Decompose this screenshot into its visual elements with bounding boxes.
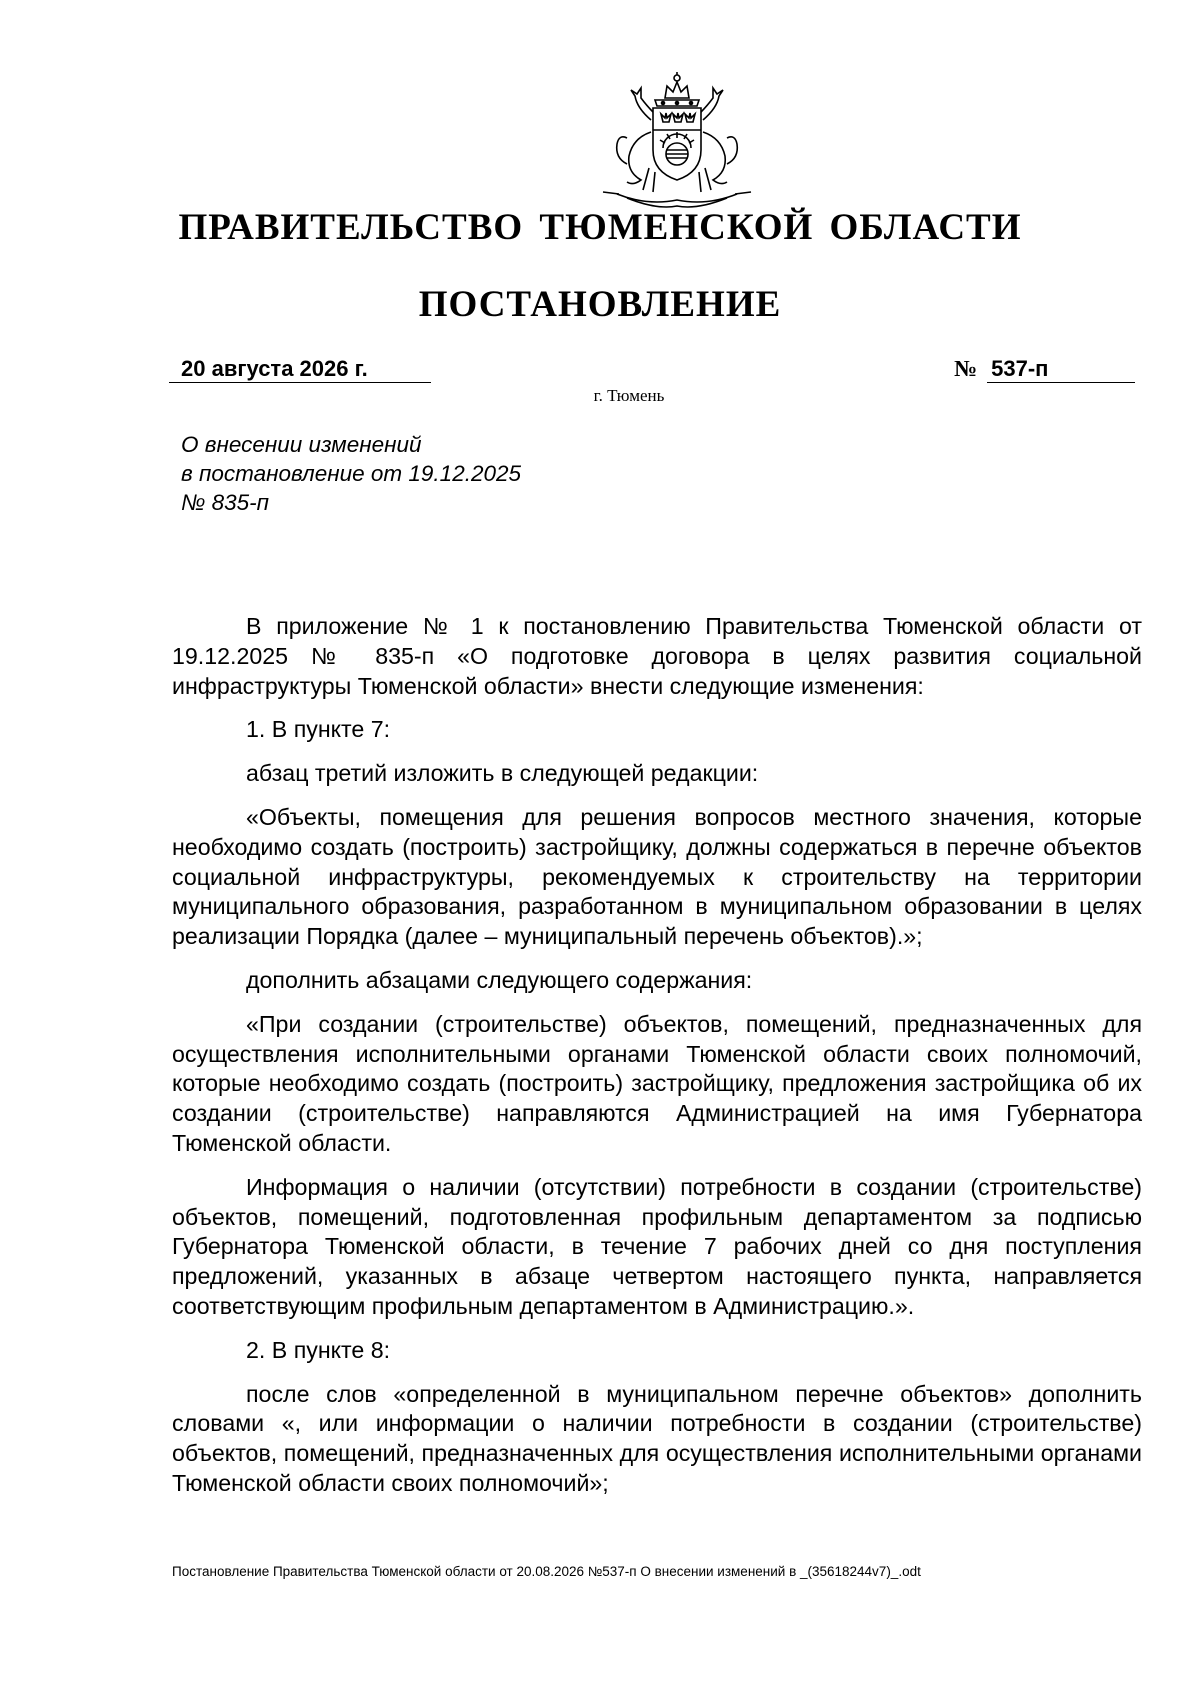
body-paragraph: В приложение № 1 к постановлению Правительства Тюменской области от 19.12.2025 № 835-п «О подготовке договора в целях развития социальной инфраструктуры Тюменской области» внести следующие изменения: [172,613,1142,699]
document-subject [181,430,521,517]
body-paragraph: 2. В пункте 8: [246,1336,391,1363]
body-paragraph: дополнить абзацами следующего содержания: [246,966,753,993]
subject-line: № 835-п [181,490,270,515]
government-title: ПРАВИТЕЛЬСТВО ТЮМЕНСКОЙ ОБЛАСТИ [178,207,1022,248]
coat-of-arms-icon [597,68,757,214]
document-date: 20 августа 2026 г. [169,356,431,383]
document-type: ПОСТАНОВЛЕНИЕ [418,284,782,325]
subject-line: в постановление от 19.12.2025 [181,461,522,486]
document-number-block [954,356,1135,383]
number-sign: № [954,356,978,381]
body-paragraph: 1. В пункте 7: [246,716,391,743]
body-paragraph: после слов «определенной в муниципальном перечне объектов» дополнить словами «, или информации о наличии потребности в создании (строительстве) объектов, помещений, предназначенных для осуществления исполнительными органами Тюменской области своих полномочий»; [172,1380,1142,1496]
body-paragraph: «Объекты, помещения для решения вопросов местного значения, которые необходимо создать (построить) застройщику, должны содержаться в перечне объектов социальной инфраструктуры, рекомендуемых к строительству на территории муниципального образования, разработанном в муниципальном образовании в целях реализации Порядка (далее – муниципальный перечень объектов).»; [172,803,1142,950]
document-number: 537-п [987,356,1135,383]
body-paragraph: «При создании (строительстве) объектов, помещений, предназначенных для осуществления исполнительными органами Тюменской области своих полномочий, которые необходимо создать (построить) застройщику, предложения застройщика об их создании (строительстве) направляются Администрацией на имя Губернатора Тюменской области. [172,1010,1142,1156]
subject-line: О внесении изменений [181,432,422,457]
body-paragraph: абзац третий изложить в следующей редакции: [246,760,759,787]
page-footer: Постановление Правительства Тюменской области от 20.08.2026 №537-п О внесении изменений в _(35618244v7)_.odt [172,1564,921,1579]
city: г. Тюмень [593,386,665,405]
document-body [172,612,1142,1513]
body-paragraph: Информация о наличии (отсутствии) потребности в создании (строительстве) объектов, помещений, подготовленная профильным департаментом за подписью Губернатора Тюменской области, в течение 7 рабочих дней со дня поступления предложений, указанных в абзаце четвертом настоящего пункта, направляется соответствующим профильным департаментом в Администрацию.». [172,1173,1142,1319]
